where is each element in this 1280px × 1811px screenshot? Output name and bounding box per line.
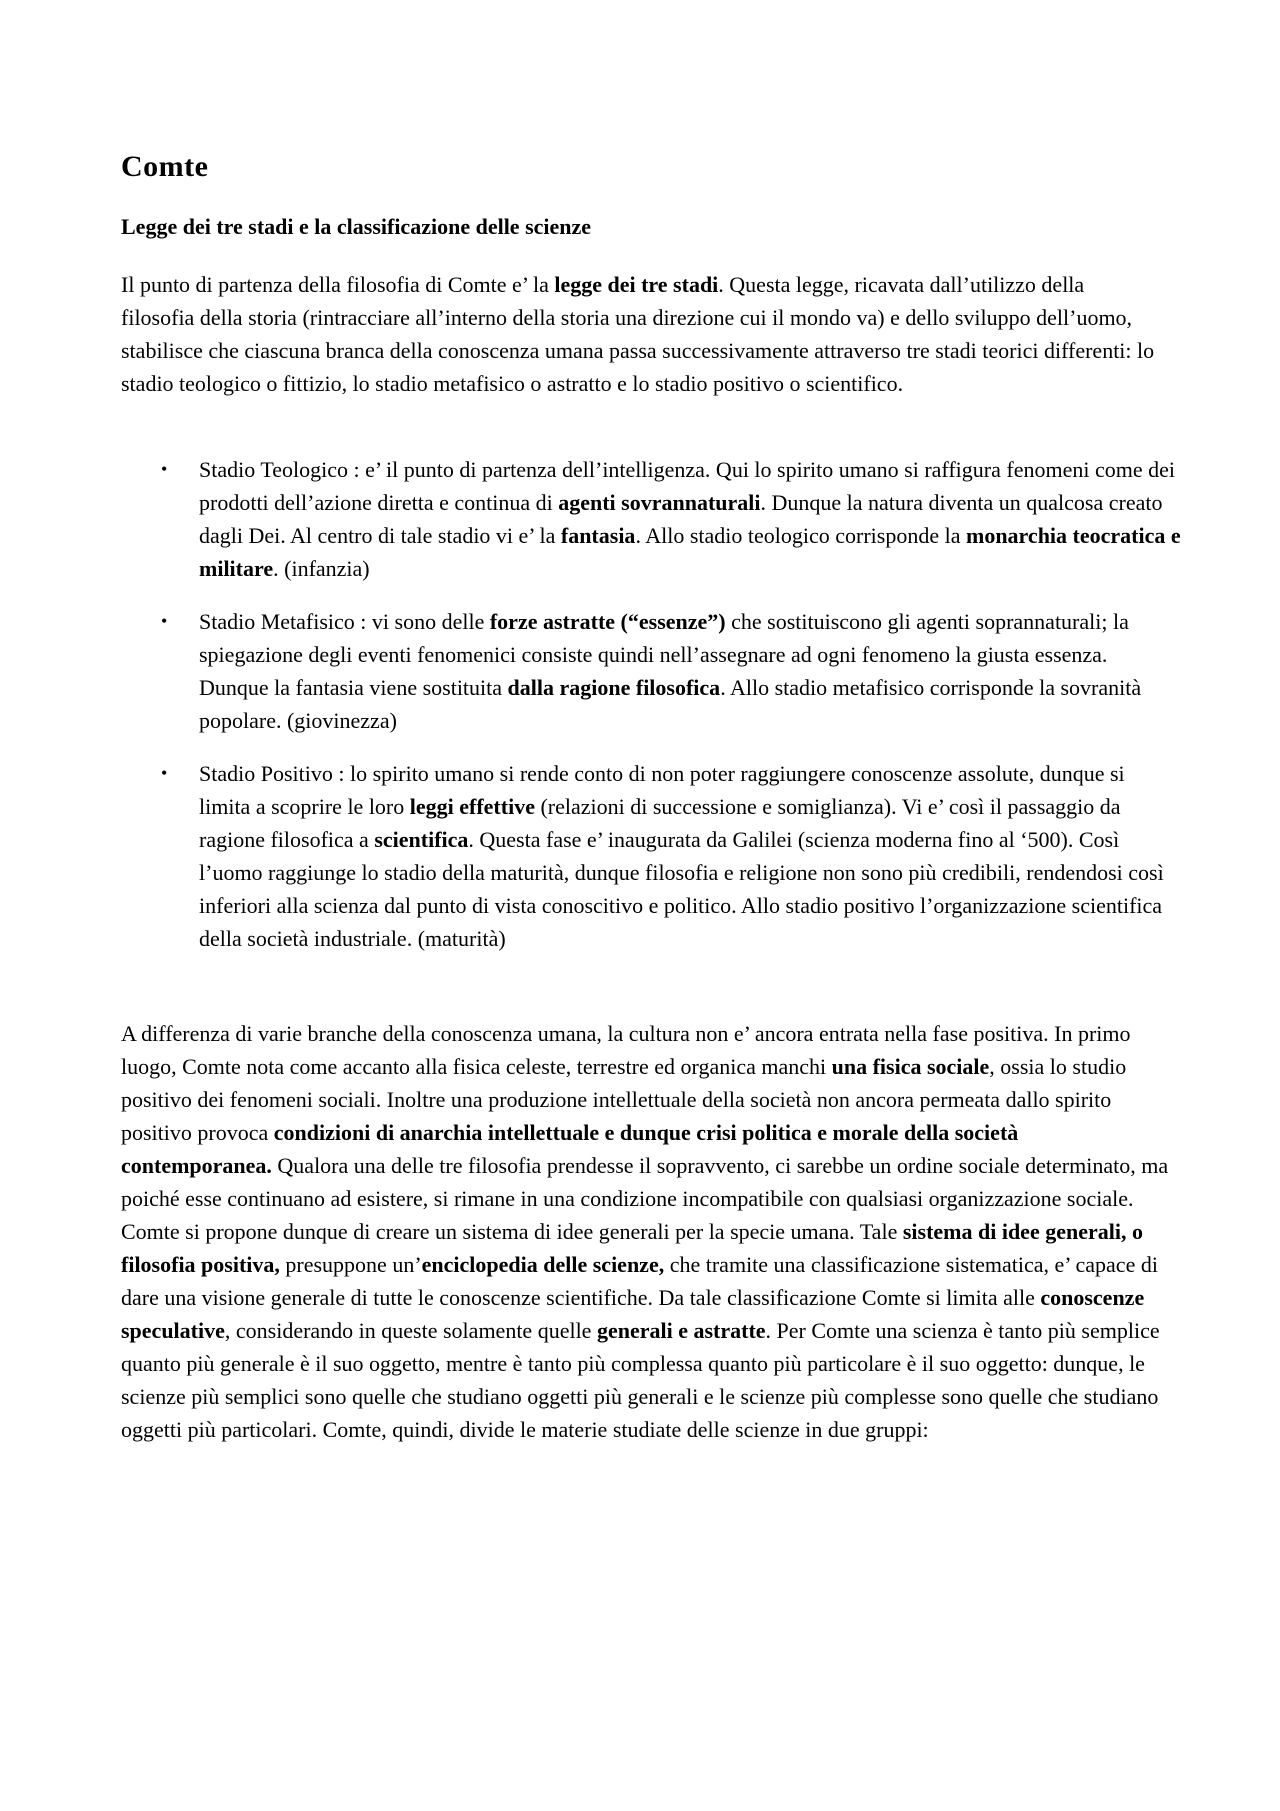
text-run: . (infanzia)	[273, 556, 370, 581]
closing-paragraph	[121, 1017, 1171, 1446]
text-run: . Allo stadio metafisico corrisponde la sovranità popolare. (giovinezza)	[199, 675, 1142, 733]
bold-term: monarchia teocratica e militare	[199, 523, 1181, 581]
text-run: . Per Comte una scienza è tanto più semplice quanto più generale è il suo oggetto, mentre è tanto più complessa quanto più particolare è il suo oggetto: dunque, le scienze più semplici sono quelle che studiano oggetti più generali e le scienze più complesse sono quelle che studiano oggetti più particolari. Comte, quindi, divide le materie studiate delle scienze in due gruppi:	[121, 1318, 1160, 1442]
bold-term: una fisica sociale	[831, 1054, 990, 1079]
text-run: (relazioni di successione e somiglianza). Vi e’ così il passaggio da ragione filosofica a	[199, 794, 1121, 852]
text-run: . Questa legge, ricavata dall’utilizzo della filosofia della storia (rintracciare all’interno della storia una direzione cui il mondo va) e dello sviluppo dell’uomo, stabilisce che ciascuna branca della conoscenza umana passa successivamente attraverso tre stadi teorici differenti: lo stadio teologico o fittizio, lo stadio metafisico o astratto e lo stadio positivo o scientifico.	[121, 272, 1155, 396]
stages-list	[121, 453, 1181, 975]
bold-term: generali e astratte	[596, 1318, 766, 1343]
bullet-icon: •	[161, 459, 168, 479]
text-run: Stadio Metafisico : vi sono delle	[199, 609, 490, 634]
text-run: Stadio Positivo : lo spirito umano si rende conto di non poter raggiungere conoscenze assolute, dunque si limita a scoprire le loro	[199, 761, 1125, 819]
intro-paragraph	[121, 268, 1161, 400]
bold-term: forze astratte (“essenze”)	[489, 609, 726, 634]
document-title: Comte	[121, 150, 209, 183]
list-item-positive-stage	[121, 757, 1181, 955]
text-run: A differenza di varie branche della conoscenza umana, la cultura non e’ ancora entrata nella fase positiva. In primo luogo, Comte nota come accanto alla fisica celeste, terrestre ed organica manchi	[121, 1021, 1131, 1079]
bullet-icon: •	[161, 611, 168, 631]
section-subtitle: Legge dei tre stadi e la classificazione delle scienze	[121, 214, 592, 239]
bullet-icon: •	[161, 763, 168, 783]
list-item-metaphysical-stage	[121, 605, 1181, 737]
bold-term: fantasia	[560, 523, 636, 548]
bold-term: enciclopedia delle scienze,	[421, 1252, 665, 1277]
bold-term: condizioni di anarchia intellettuale e dunque crisi politica e morale della società contemporanea.	[121, 1120, 1019, 1178]
bold-term: scientifica	[374, 827, 469, 852]
list-item-theological-stage	[121, 453, 1181, 585]
bold-term: agenti sovrannaturali	[558, 490, 761, 515]
text-run: , ossia lo studio positivo dei fenomeni sociali. Inoltre una produzione intellettuale della società non ancora permeata dallo spirito positivo provoca	[121, 1054, 1127, 1145]
text-run: Il punto di partenza della filosofia di Comte e’ la	[121, 272, 555, 297]
text-run: che tramite una classificazione sistematica, e’ capace di dare una visione generale di tutte le conoscenze scientifiche. Da tale classificazione Comte si limita alle	[121, 1252, 1158, 1310]
text-run: Stadio Teologico : e’ il punto di partenza dell’intelligenza. Qui lo spirito umano si raffigura fenomeni come dei prodotti dell’azione diretta e continua di	[199, 457, 1175, 515]
bold-term: conoscenze speculative	[121, 1285, 1145, 1343]
text-run: presuppone un’	[279, 1252, 422, 1277]
text-run: Qualora una delle tre filosofia prendesse il sopravvento, ci sarebbe un ordine sociale determinato, ma poiché esse continuano ad esistere, si rimane in una condizione incompatibile con qualsiasi organizzazione sociale. Comte si propone dunque di creare un sistema di idee generali per la specie umana. Tale	[121, 1153, 1169, 1244]
bold-term: dalla ragione filosofica	[507, 675, 721, 700]
bold-term: leggi effettive	[409, 794, 535, 819]
text-run: . Dunque la natura diventa un qualcosa creato dagli Dei. Al centro di tale stadio vi e’ la	[199, 490, 1163, 548]
bold-term: sistema di idee generali, o filosofia positiva,	[121, 1219, 1143, 1277]
text-run: che sostituiscono gli agenti soprannaturali; la spiegazione degli eventi fenomenici consiste quindi nell’assegnare ad ogni fenomeno la giusta essenza. Dunque la fantasia viene sostituita	[199, 609, 1129, 700]
text-run: . Questa fase e’ inaugurata da Galilei (scienza moderna fino al ‘500). Così l’uomo raggiunge lo stadio della maturità, dunque filosofia e religione non sono più credibili, rendendosi così inferiori alla scienza dal punto di vista conoscitivo e politico. Allo stadio positivo l’organizzazione scientifica della società industriale. (maturità)	[199, 827, 1164, 951]
text-run: , considerando in queste solamente quelle	[224, 1318, 597, 1343]
bold-term: legge dei tre stadi	[554, 272, 719, 297]
text-run: . Allo stadio teologico corrisponde la	[635, 523, 966, 548]
